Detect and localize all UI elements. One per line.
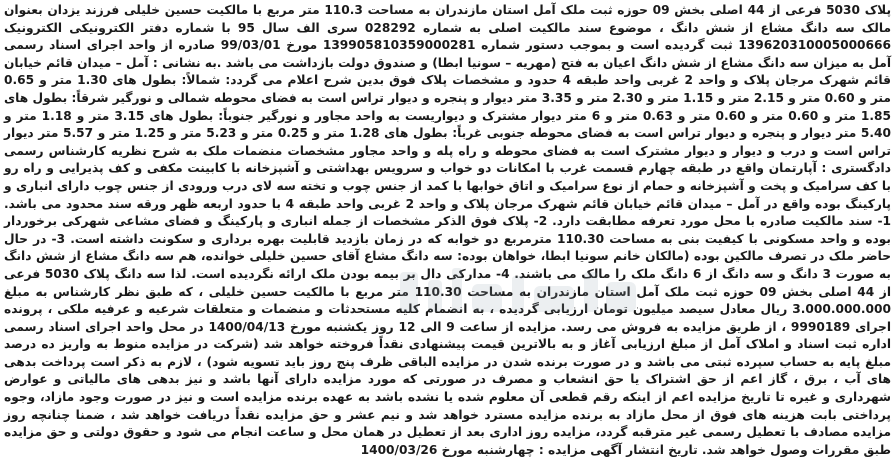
notice-body-paragraph: پلاک 5030 فرعی از 44 اصلی بخش 09 حوزه ثبت ملک آمل استان مازندران به مساحت 110.3 متر مربع با مالکیت حسین خلیلی فرزند یزدان بعنوان مالک سه دانگ مشاع از شش دانگ ، موضوع سند مالکیت اصلی به شماره 028292 سری الف سال 95 با شماره دفتر الکترونیکی الکترونیک 139620310005000666 ثبت گردیده است و بموجب دستور شماره 139905810359000281 مورخ 99/03/01 صادره از واحد اجرای اسناد رسمی آمل به میزان سه دانگ مشاع از شش دانگ اعیان به فتح (مهریه – سونیا ابطا) و صندوق دولت بازداشت می باشد .به نشانی : آمل – میدان قائم خیابان قائم شهرک مرجان پلاک و واحد 2 غربی واحد طبقه 4 حدود و مشخصات پلاک فوق بدین شرح اعلام می گردد: شمالاً: بطول های 1.30 متر و 0.65 متر و 0.60 متر و 2.15 متر و 1.15 متر و 2.30 متر و 3.35 متر دیوار و پنجره و دیوار تراس است به فضای محوطه شمالی و نورگیر شرقاً: بطول های 1.85 متر و 0.60 متر و 0.60 متر و 0.63 متر و 6 متر دیوار مشترک و دیواریست به واحد مجاور و نورگیر جنوباً: بطول های 3.15 متر و 1.18 متر و 5.40 متر دیوار و پنجره و دیوار تراس است به فضای محوطه جنوبی غرباً: بطول های 1.28 متر و 0.25 متر و 5.23 متر و 1.25 متر و 5.57 متر دیوار تراس است و درب و دیوار و دیوار مشترک است به فضای محوطه و راه پله و واحد مجاور مشخصات منضمات ملک به شرح نظریه کارشناس رسمی دادگستری : آپارتمان واقع در طبقه چهارم قسمت غرب با امکانات دو خواب و سرویس بهداشتی و آشپزخانه با کابینت مکفی و کف پذیرایی و راه رو با کف سرامیک و پخت و آشپزخانه و حمام از نوع سرامیک و اتاق خوابها با کمد از جنس چوب و تخته سه لای درب ورودی از جنس چوب دارای انباری و پارکینگ بوده واقع در آمل – میدان قائم خیابان قائم شهرک مرجان پلاک و واحد 2 غربی واحد طبقه 4 با حدود اربعه ظهر ورقه سند محدود می باشد. 1- سند مالکیت صادره با محل مورد تعرفه مطابقت دارد. 2- پلاک فوق الذکر مشخصات از جمله انباری و پارکینگ و فضای مشاعی شهرکی برخوردار بوده و واحد مسکونی با کیفیت بنی به مساحت 110.30 مترمربع دو خوابه که در زمان بازدید قابلیت بهره برداری و سکونت داشته است. 3- در حال حاضر ملک در تصرف مالکین بوده (مالکان خانم سونیا ابطا، خواهان بوده: سه دانگ مشاع آقای حسین خلیلی خوانده، هم سه دانگ مشاع از شش دانگ به صورت 3 دانگ و سه دانگ از 6 دانگ ملک را مالک می باشند. 4- مدارکی دال بر بیمه بودن ملک ارائه نگردیده است. لذا سه دانگ پلاک 5030 فرعی از 44 اصلی بخش 09 حوزه ثبت ملک آمل استان مازندران به مساحت 110.30 متر مربع با مالکیت حسین خلیلی ، که طبق نظر کارشناس به مبلغ 3.000.000.000 ریال معادل سیصد میلیون تومان ارزیابی گردیده ، به انضمام کلیه مستحدثات و منضمات و متعلقات شرعیه و عرفیه ملکی ، پرونده اجرای 9990189 ، از طریق مزایده به فروش می رسد. مزایده از ساعت 9 الی 12 روز یکشنبه مورخ 1400/04/13 در محل واحد اجرای اسناد رسمی اداره ثبت اسناد و املاک آمل از مبلغ ارزیابی آغاز و به بالاترین قیمت پیشنهادی نقداً فروخته خواهد شد (شرکت در مزایده منوط به واریز ده درصد مبلغ پایه به حساب سپرده ثبتی می باشد و در صورت برنده شدن در مزایده الباقی ظرف پنج روز باید تسویه شود) ، لازم به ذکر است پرداخت بدهی های آب ، برق ، گاز اعم از حق اشتراک یا حق انشعاب و مصرف در صورتی که مورد مزایده دارای آنها باشد و نیز بدهی های مالیاتی و عوارض شهرداری و غیره تا تاریخ مزایده اعم از اینکه رقم قطعی آن معلوم شده یا نشده باشد به عهده برنده مزایده است و نیز در صورت وجود مازاد، وجوه پرداختی بابت هزینه های فوق از محل مازاد به برنده مزایده مسترد خواهد شد و نیم عشر و حق مزایده نقداً دریافت خواهد شد ، ضمنا چنانچه روز مزایده مصادف با تعطیل رسمی غیر مترقبه گردد، مزایده روز اداری بعد از تعطیل در همان محل و ساعت انجام می شود و حقوق دولتی و حق مزایده طبق مقررات وصول خواهد شد. تاریخ انتشار آگهی مزایده : چهارشنبه مورخ 1400/03/26 bbox=[4, 3, 892, 457]
auction-notice-document bbox=[4, 2, 892, 457]
